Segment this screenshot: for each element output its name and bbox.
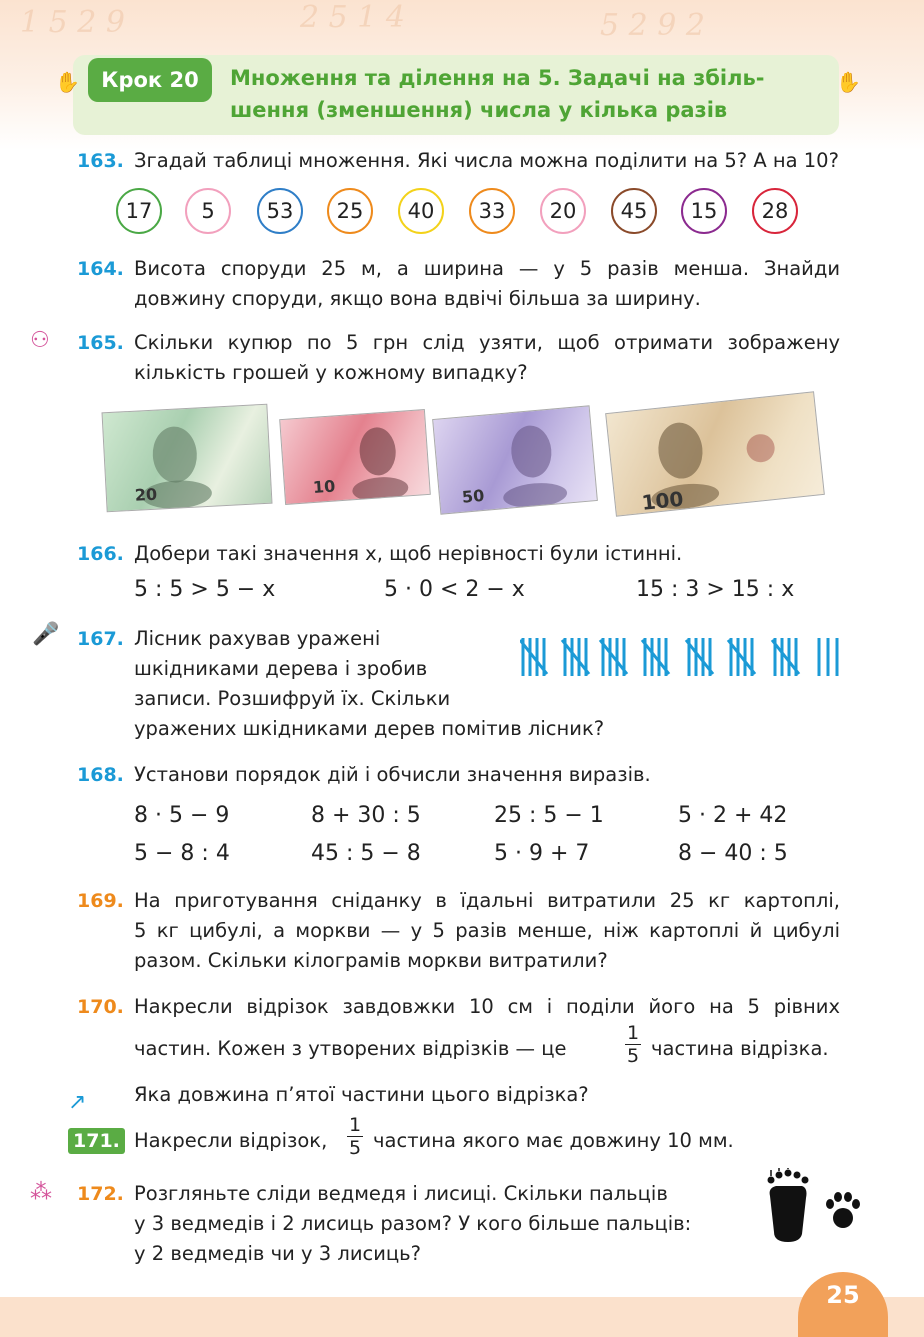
- task-number-164: 164.: [77, 258, 124, 280]
- number-circle: 45: [611, 188, 657, 234]
- task-168-text: Установи порядок дій і обчисли значення виразів.: [134, 763, 651, 786]
- banknote-100: [605, 391, 825, 516]
- fraction-one-fifth: [347, 1114, 363, 1159]
- group-work-icon: ⁂: [30, 1180, 52, 1205]
- tally-group: [772, 638, 799, 676]
- pair-work-icon: ⚇: [30, 328, 50, 353]
- task-170-line2b: частина відрізка.: [651, 1037, 829, 1060]
- expression: 5 − 8 : 4: [134, 841, 230, 866]
- task-172-line3: у 2 ведмедів чи у 3 лисиць?: [134, 1242, 421, 1265]
- task-167-line4: уражених шкідниками дерев помітив лісник?: [134, 717, 605, 740]
- task-171-text-a: Накресли відрізок,: [134, 1129, 328, 1152]
- header-title: Множення та ділення на 5. Задачі на збіль- шення (зменшення) числа у кілька разів: [230, 66, 765, 122]
- page-number: 25: [798, 1272, 888, 1337]
- tally-marks: [520, 636, 842, 678]
- tally-group: [728, 638, 755, 676]
- bottom-background: [0, 1297, 924, 1337]
- number-circle: 5: [185, 188, 231, 234]
- task-163-text: Згадай таблиці множення. Які числа можна поділити на 5? А на 10?: [134, 149, 839, 172]
- task-number-167: 167.: [77, 628, 124, 650]
- arrow-icon: ↗: [68, 1090, 87, 1115]
- banknote-20: [101, 404, 272, 513]
- fox-paw-icon: [824, 1190, 862, 1232]
- fraction-numerator: 1: [348, 1114, 362, 1136]
- expression: 5 · 9 + 7: [494, 841, 590, 866]
- banknote-20-value: 20: [134, 484, 158, 505]
- decor-digits: 2 5 1 4: [300, 0, 405, 35]
- portrait-icon: [280, 410, 430, 504]
- task-number-163: 163.: [77, 150, 124, 172]
- task-number-169: 169.: [77, 890, 124, 912]
- number-circle: 33: [469, 188, 515, 234]
- task-number-172: 172.: [77, 1183, 124, 1205]
- tally-group: [562, 638, 589, 676]
- task-170-line2a: частин. Кожен з утворених відрізків — це: [134, 1037, 567, 1060]
- task-number-166: 166.: [77, 543, 124, 565]
- task-167-line2: шкідниками дерева і зробив: [134, 657, 428, 680]
- expression: 8 · 5 − 9: [134, 803, 230, 828]
- expression: 8 + 30 : 5: [311, 803, 421, 828]
- hand-right-icon: ✋: [836, 70, 861, 94]
- task-167-line1: Лісник рахував уражені: [134, 627, 381, 650]
- task-169-line3: разом. Скільки кілограмів моркви витратили?: [134, 949, 608, 972]
- number-circle: 25: [327, 188, 373, 234]
- task-number-168: 168.: [77, 764, 124, 786]
- banknote-50-value: 50: [461, 485, 486, 507]
- hand-left-icon: ✋: [55, 70, 80, 94]
- number-circle: 17: [116, 188, 162, 234]
- portrait-icon: [103, 405, 272, 511]
- tally-group: [642, 638, 669, 676]
- task-172-line1: Розгляньте сліди ведмедя і лисиці. Скільки пальців: [134, 1182, 668, 1205]
- expression: 5 · 2 + 42: [678, 803, 788, 828]
- tally-group: [686, 638, 713, 676]
- tally-group: [520, 638, 547, 676]
- task-169-line1: На приготування сніданку в їдальні витратили 25 кг картоплі,: [134, 889, 840, 912]
- fraction-numerator: 1: [626, 1022, 640, 1044]
- task-169-line2: 5 кг цибулі, а моркви — у 5 разів менше, ніж картоплі й цибулі: [134, 919, 840, 942]
- number-circle: 40: [398, 188, 444, 234]
- inequality-2: 5 · 0 < 2 − x: [384, 577, 525, 602]
- fraction-denominator: 5: [348, 1137, 362, 1159]
- number-circle: 15: [681, 188, 727, 234]
- tally-group: [600, 638, 627, 676]
- task-165-line1: Скільки купюр по 5 грн слід узяти, щоб отримати зображену: [134, 331, 840, 354]
- task-165-line2: кількість грошей у кожному випадку?: [134, 361, 528, 384]
- number-circle: 53: [257, 188, 303, 234]
- task-167-line3: записи. Розшифруй їх. Скільки: [134, 687, 451, 710]
- bear-paw-icon: [762, 1168, 812, 1244]
- task-166-text: Добери такі значення x, щоб нерівності були істинні.: [134, 542, 683, 565]
- expression: 8 − 40 : 5: [678, 841, 788, 866]
- task-number-170: 170.: [77, 996, 124, 1018]
- task-164-line1: Висота споруди 25 м, а ширина — у 5 разів менша. Знайди: [134, 257, 840, 280]
- fraction-denominator: 5: [626, 1045, 640, 1067]
- fraction-one-fifth: [625, 1022, 641, 1067]
- step-badge: Крок 20: [88, 58, 212, 102]
- banknote-100-value: 100: [640, 486, 685, 515]
- task-number-171: 171.: [68, 1128, 125, 1154]
- banknote-50: [432, 405, 598, 514]
- task-170-line1: Накресли відрізок завдовжки 10 см і поділи його на 5 рівних: [134, 995, 840, 1018]
- number-circle: 20: [540, 188, 586, 234]
- expression: 25 : 5 − 1: [494, 803, 604, 828]
- task-164-line2: довжину споруди, якщо вона вдвічі більша за ширину.: [134, 287, 701, 310]
- expression: 45 : 5 − 8: [311, 841, 421, 866]
- decor-digits: 5 2 9 2: [600, 8, 705, 43]
- banknote-10-value: 10: [312, 476, 336, 497]
- decor-digits: 1 5 2 9: [20, 5, 125, 40]
- task-number-165: 165.: [77, 332, 124, 354]
- task-172-line2: у 3 ведмедів і 2 лисиць разом? У кого більше пальців:: [134, 1212, 692, 1235]
- banknote-10: [279, 409, 431, 505]
- inequality-1: 5 : 5 > 5 − x: [134, 577, 276, 602]
- task-171-text-b: частина якого має довжину 10 мм.: [373, 1129, 734, 1152]
- inequality-3: 15 : 3 > 15 : x: [636, 577, 795, 602]
- portrait-icon: [433, 406, 597, 513]
- number-circle: 28: [752, 188, 798, 234]
- task-170-line3: Яка довжина п’ятої частини цього відрізка?: [134, 1083, 589, 1106]
- portrait-icon: [606, 392, 824, 515]
- tally-group: [819, 638, 837, 676]
- microphone-icon: 🎤: [32, 622, 60, 647]
